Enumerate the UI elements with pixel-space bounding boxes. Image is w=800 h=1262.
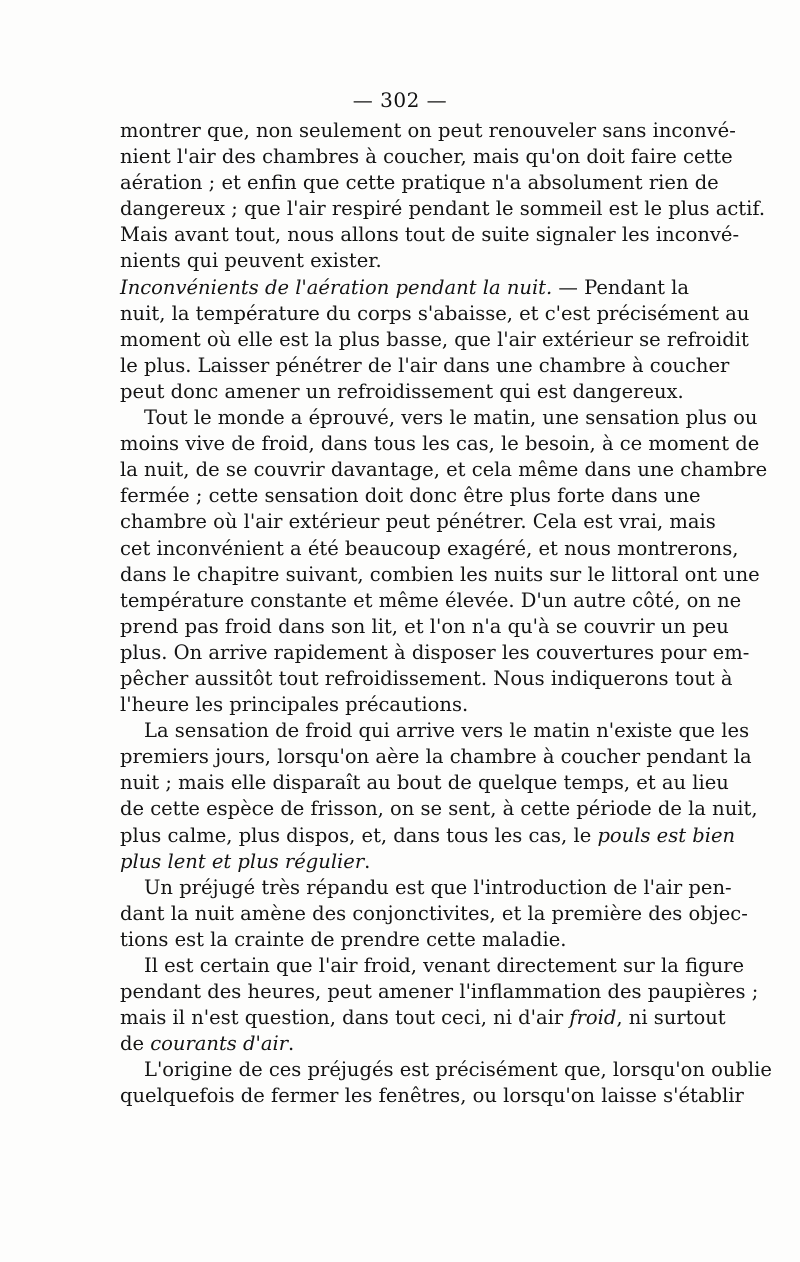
text-line: quelquefois de fermer les fenêtres, ou lorsqu'on laisse s'établir bbox=[120, 1084, 744, 1108]
text-line bbox=[120, 823, 736, 849]
text-fragment: — Pendant la bbox=[552, 275, 690, 299]
italic-fragment: pouls est bien bbox=[597, 823, 736, 847]
section-heading-line bbox=[120, 275, 690, 301]
text-line: nients qui peuvent exister. bbox=[120, 249, 382, 273]
text-fragment: de bbox=[120, 1032, 151, 1056]
page-number: — 302 — bbox=[352, 88, 448, 112]
text-line: la nuit, de se couvrir davantage, et cela même dans une chambre bbox=[120, 458, 768, 482]
text-line: moins vive de froid, dans tous les cas, le besoin, à ce moment de bbox=[120, 432, 760, 456]
text-line: Tout le monde a éprouvé, vers le matin, une sensation plus ou bbox=[144, 406, 758, 430]
text-line: moment où elle est la plus basse, que l'air extérieur se refroidit bbox=[120, 327, 749, 351]
body-text bbox=[120, 118, 772, 1110]
text-line: cet inconvénient a été beaucoup exagéré, et nous montrerons, bbox=[120, 536, 739, 560]
text-line: La sensation de froid qui arrive vers le matin n'existe que les bbox=[144, 719, 750, 743]
text-line: nuit, la température du corps s'abaisse, et c'est précisément au bbox=[120, 301, 750, 325]
text-line: pendant des heures, peut amener l'inflammation des paupières ; bbox=[120, 980, 759, 1004]
text-fragment: mais il n'est question, dans tout ceci, ni d'air bbox=[120, 1006, 570, 1030]
text-line: plus. On arrive rapidement à disposer les couvertures pour em- bbox=[120, 640, 750, 664]
text-line: de cette espèce de frisson, on se sent, à cette période de la nuit, bbox=[120, 797, 758, 821]
text-line: peut donc amener un refroidissement qui est dangereux. bbox=[120, 379, 684, 403]
text-fragment: plus calme, plus dispos, et, dans tous les cas, le bbox=[120, 823, 598, 847]
text-fragment: . bbox=[364, 849, 371, 873]
text-line: montrer que, non seulement on peut renouveler sans inconvé- bbox=[120, 119, 736, 142]
text-line: dant la nuit amène des conjonctivites, et la première des objec- bbox=[120, 901, 748, 925]
italic-fragment: courants d'air bbox=[150, 1032, 289, 1056]
text-line: fermée ; cette sensation doit donc être plus forte dans une bbox=[120, 484, 701, 508]
text-line: premiers jours, lorsqu'on aère la chambre à coucher pendant la bbox=[120, 745, 752, 769]
text-line: le plus. Laisser pénétrer de l'air dans une chambre à coucher bbox=[120, 353, 730, 377]
text-line: l'heure les principales précautions. bbox=[120, 693, 469, 717]
text-line: nuit ; mais elle disparaît au bout de quelque temps, et au lieu bbox=[120, 771, 729, 795]
text-line: nient l'air des chambres à coucher, mais qu'on doit faire cette bbox=[120, 145, 733, 169]
section-heading: Inconvénients de l'aération pendant la nuit. bbox=[120, 275, 553, 299]
text-line bbox=[120, 849, 681, 875]
text-fragment: , ni surtout bbox=[616, 1006, 726, 1030]
text-line: aération ; et enfin que cette pratique n'a absolument rien de bbox=[120, 171, 719, 195]
text-line bbox=[120, 1031, 681, 1057]
text-line: Mais avant tout, nous allons tout de suite signaler les inconvé- bbox=[120, 223, 740, 247]
text-line: Il est certain que l'air froid, venant directement sur la figure bbox=[144, 954, 745, 977]
text-line: dangereux ; que l'air respiré pendant le sommeil est le plus actif. bbox=[120, 197, 766, 221]
text-line: pêcher aussitôt tout refroidissement. Nous indiquerons tout à bbox=[120, 666, 733, 690]
text-line: dans le chapitre suivant, combien les nuits sur le littoral ont une bbox=[120, 562, 760, 586]
text-fragment: . bbox=[288, 1032, 295, 1056]
text-line: Un préjugé très répandu est que l'introduction de l'air pen- bbox=[144, 875, 732, 899]
italic-fragment: froid bbox=[569, 1006, 617, 1030]
text-line bbox=[120, 1005, 726, 1031]
text-line: chambre où l'air extérieur peut pénétrer. Cela est vrai, mais bbox=[120, 510, 716, 534]
italic-fragment: plus lent et plus régulier bbox=[120, 849, 365, 873]
text-line: température constante et même élevée. D'un autre côté, on ne bbox=[120, 588, 742, 612]
text-line: prend pas froid dans son lit, et l'on n'a qu'à se couvrir un peu bbox=[120, 614, 729, 638]
text-line: L'origine de ces préjugés est précisément que, lorsqu'on oublie bbox=[144, 1058, 772, 1082]
text-line: tions est la crainte de prendre cette maladie. bbox=[120, 927, 567, 951]
